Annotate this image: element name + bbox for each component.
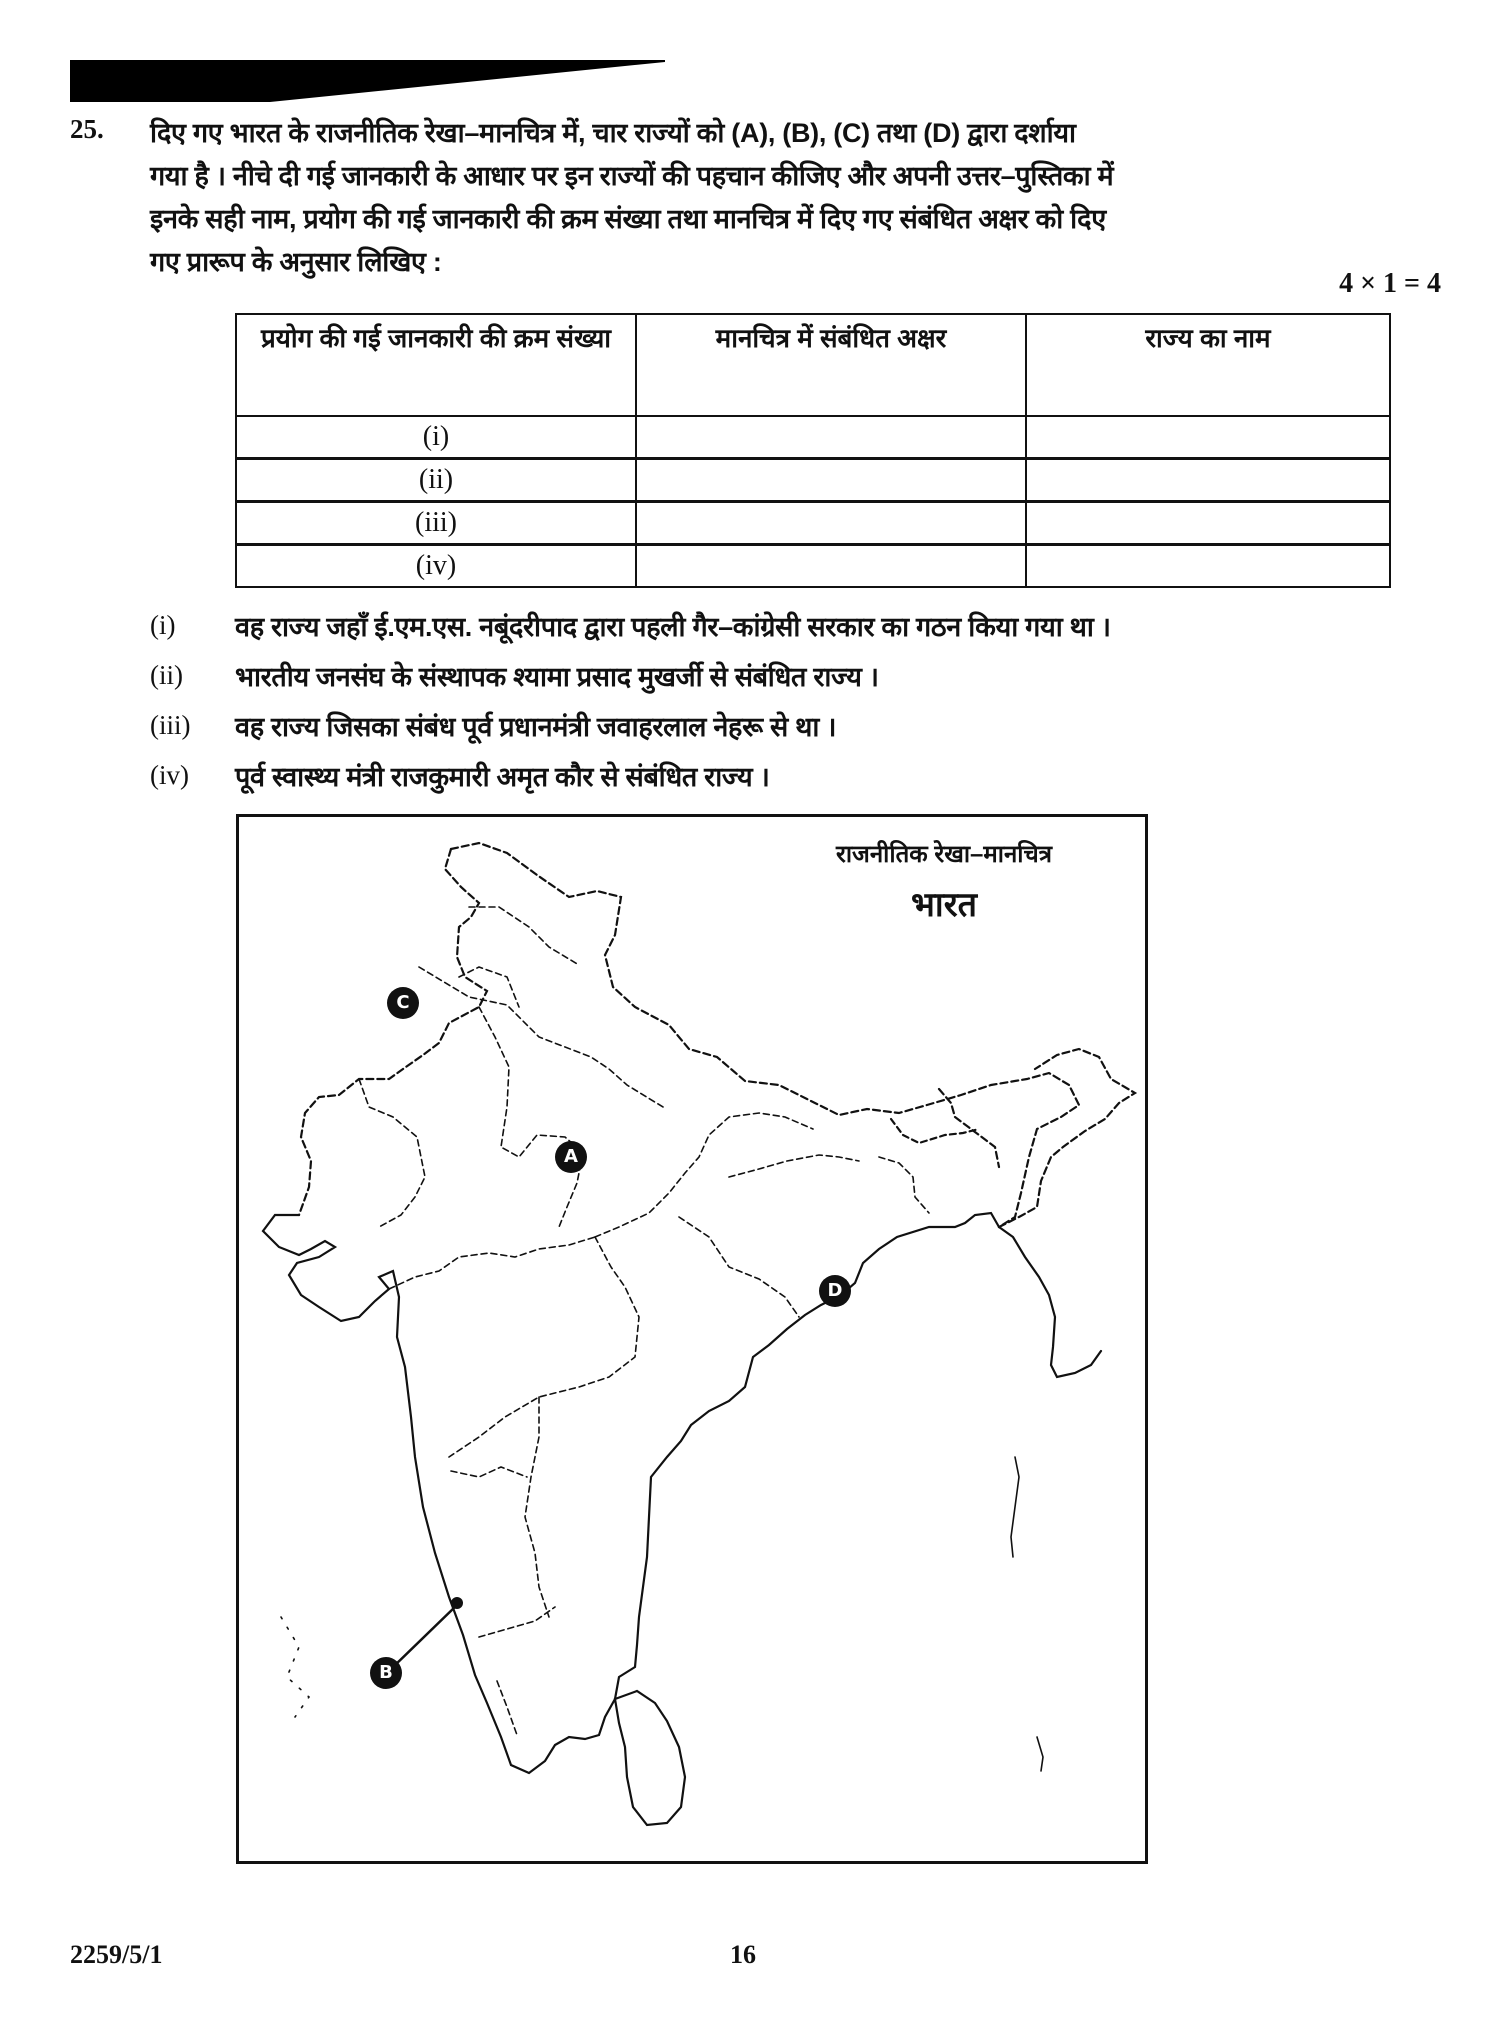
letter-cell [636,459,1026,502]
clue-text: वह राज्य जिसका संबंध पूर्व प्रधानमंत्री जवाहरलाल नेहरू से था । [235,711,837,742]
india-political-map [236,814,1148,1864]
state-cell [1026,545,1390,588]
state-cell [1026,459,1390,502]
india-outline-map [239,817,1145,1861]
question-text [150,112,1420,284]
map-marker-a: A [555,1141,587,1173]
clue-item [150,750,1400,800]
map-marker-d: D [819,1275,851,1307]
redaction-bar [70,60,670,105]
table-header-row [236,314,1390,416]
clue-text: पूर्व स्वास्थ्य मंत्री राजकुमारी अमृत कौर से संबंधित राज्य । [235,761,770,792]
header-state-name: राज्य का नाम [1026,314,1390,416]
letter-cell [636,502,1026,545]
serial-cell: (ii) [236,459,636,502]
map-title-line2: भारत [911,886,977,924]
marks-allocation: 4 × 1 = 4 [1339,268,1441,299]
clue-item [150,650,1400,700]
question-number: 25. [70,114,104,144]
clue-number: (iv) [150,759,189,790]
serial-cell: (i) [236,416,636,459]
clue-item [150,700,1400,750]
paper-code: 2259/5/1 [70,1940,163,1969]
table-row [236,459,1390,502]
question-line: गए प्रारूप के अनुसार लिखिए : [150,247,442,277]
map-title [789,837,1099,926]
clue-text: वह राज्य जहाँ ई.एम.एस. नबूंदरीपाद द्वारा पहली गैर–कांग्रेसी सरकार का गठन किया गया था । [235,611,1111,642]
state-cell [1026,502,1390,545]
map-marker-b: B [370,1657,402,1689]
question-line: इनके सही नाम, प्रयोग की गई जानकारी की क्रम संख्या तथा मानचित्र में दिए गए संबंधित अक्षर को दिए [150,204,1106,234]
map-marker-c: C [387,987,419,1019]
clue-number: (iii) [150,709,191,740]
answer-format-table [235,313,1391,588]
clue-list [150,600,1400,800]
serial-cell: (iv) [236,545,636,588]
letter-cell [636,416,1026,459]
clue-item [150,600,1400,650]
header-serial-number: प्रयोग की गई जानकारी की क्रम संख्या [236,314,636,416]
serial-cell: (iii) [236,502,636,545]
state-cell [1026,416,1390,459]
page-number: 16 [730,1940,756,1969]
table-row [236,416,1390,459]
clue-number: (ii) [150,659,183,690]
letter-cell [636,545,1026,588]
table-row [236,502,1390,545]
clue-number: (i) [150,609,176,640]
question-line: दिए गए भारत के राजनीतिक रेखा–मानचित्र में, चार राज्यों को (A), (B), (C) तथा (D) द्वारा दर्शाया [150,118,1076,148]
map-title-line1: राजनीतिक रेखा–मानचित्र [836,841,1052,868]
table-row [236,545,1390,588]
question-line: गया है । नीचे दी गई जानकारी के आधार पर इन राज्यों की पहचान कीजिए और अपनी उत्तर–पुस्तिका में [150,161,1114,191]
header-map-letter: मानचित्र में संबंधित अक्षर [636,314,1026,416]
clue-text: भारतीय जनसंघ के संस्थापक श्यामा प्रसाद मुखर्जी से संबंधित राज्य । [235,661,879,692]
